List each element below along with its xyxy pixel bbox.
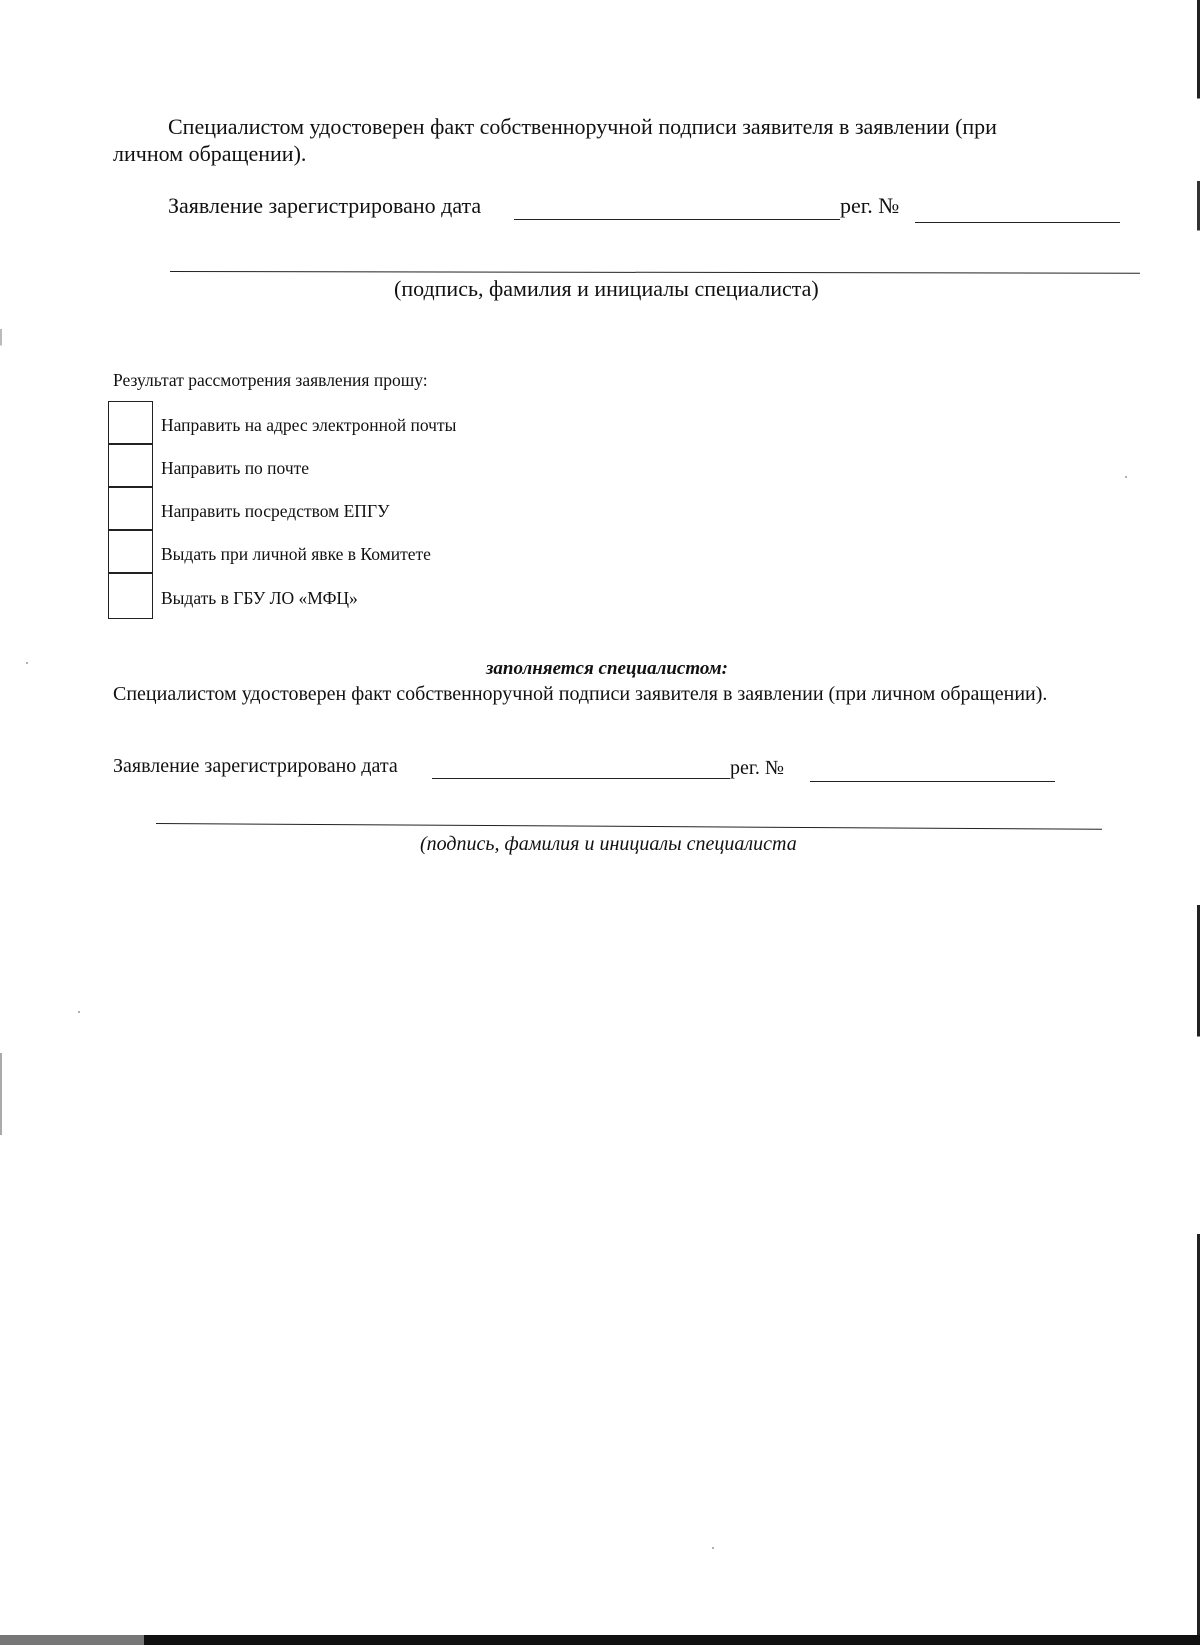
registration-number-field[interactable] bbox=[915, 222, 1120, 223]
option-email-checkbox[interactable] bbox=[108, 401, 153, 444]
certification-paragraph-2: Специалистом удостоверен факт собственноручной подписи заявителя в заявлении (при личном обращении). bbox=[113, 683, 1048, 705]
scan-speck bbox=[26, 662, 28, 664]
scan-speck bbox=[712, 1547, 714, 1549]
registration-number-label-2: рег. № bbox=[730, 757, 784, 779]
option-epgu-checkbox[interactable] bbox=[108, 487, 153, 530]
registration-number-label: рег. № bbox=[840, 193, 900, 218]
specialist-signature-field[interactable] bbox=[170, 271, 1140, 274]
registered-date-label-2: Заявление зарегистрировано дата bbox=[113, 755, 398, 777]
scan-bottom-edge bbox=[0, 1635, 1200, 1645]
registration-number-field-2[interactable] bbox=[810, 781, 1055, 782]
registration-date-field-2[interactable] bbox=[432, 778, 730, 779]
registered-date-label: Заявление зарегистрировано дата bbox=[168, 193, 482, 218]
scan-speck bbox=[78, 1011, 80, 1013]
option-committee-label: Выдать при личной явке в Комитете bbox=[161, 544, 431, 564]
scan-speck bbox=[1125, 476, 1127, 478]
option-email-label: Направить на адрес электронной почты bbox=[161, 415, 457, 435]
certification-paragraph-line1: Специалистом удостоверен факт собственноручной подписи заявителя в заявлении (при bbox=[168, 114, 997, 139]
specialist-signature-caption: (подпись, фамилия и инициалы специалиста) bbox=[394, 276, 819, 301]
option-post-checkbox[interactable] bbox=[108, 444, 153, 487]
filled-by-specialist-heading: заполняется специалистом: bbox=[486, 658, 728, 679]
result-delivery-title: Результат рассмотрения заявления прошу: bbox=[113, 370, 428, 390]
specialist-signature-field-2[interactable] bbox=[156, 823, 1102, 830]
specialist-signature-caption-2: (подпись, фамилия и инициалы специалиста bbox=[420, 833, 797, 855]
registration-date-field[interactable] bbox=[514, 219, 840, 220]
certification-paragraph-line2: личном обращении). bbox=[113, 141, 307, 166]
scan-edge-left bbox=[0, 0, 2, 1645]
option-mfc-checkbox[interactable] bbox=[108, 573, 153, 619]
option-post-label: Направить по почте bbox=[161, 458, 310, 478]
option-committee-checkbox[interactable] bbox=[108, 530, 153, 573]
option-epgu-label: Направить посредством ЕПГУ bbox=[161, 501, 390, 521]
option-mfc-label: Выдать в ГБУ ЛО «МФЦ» bbox=[161, 588, 358, 608]
